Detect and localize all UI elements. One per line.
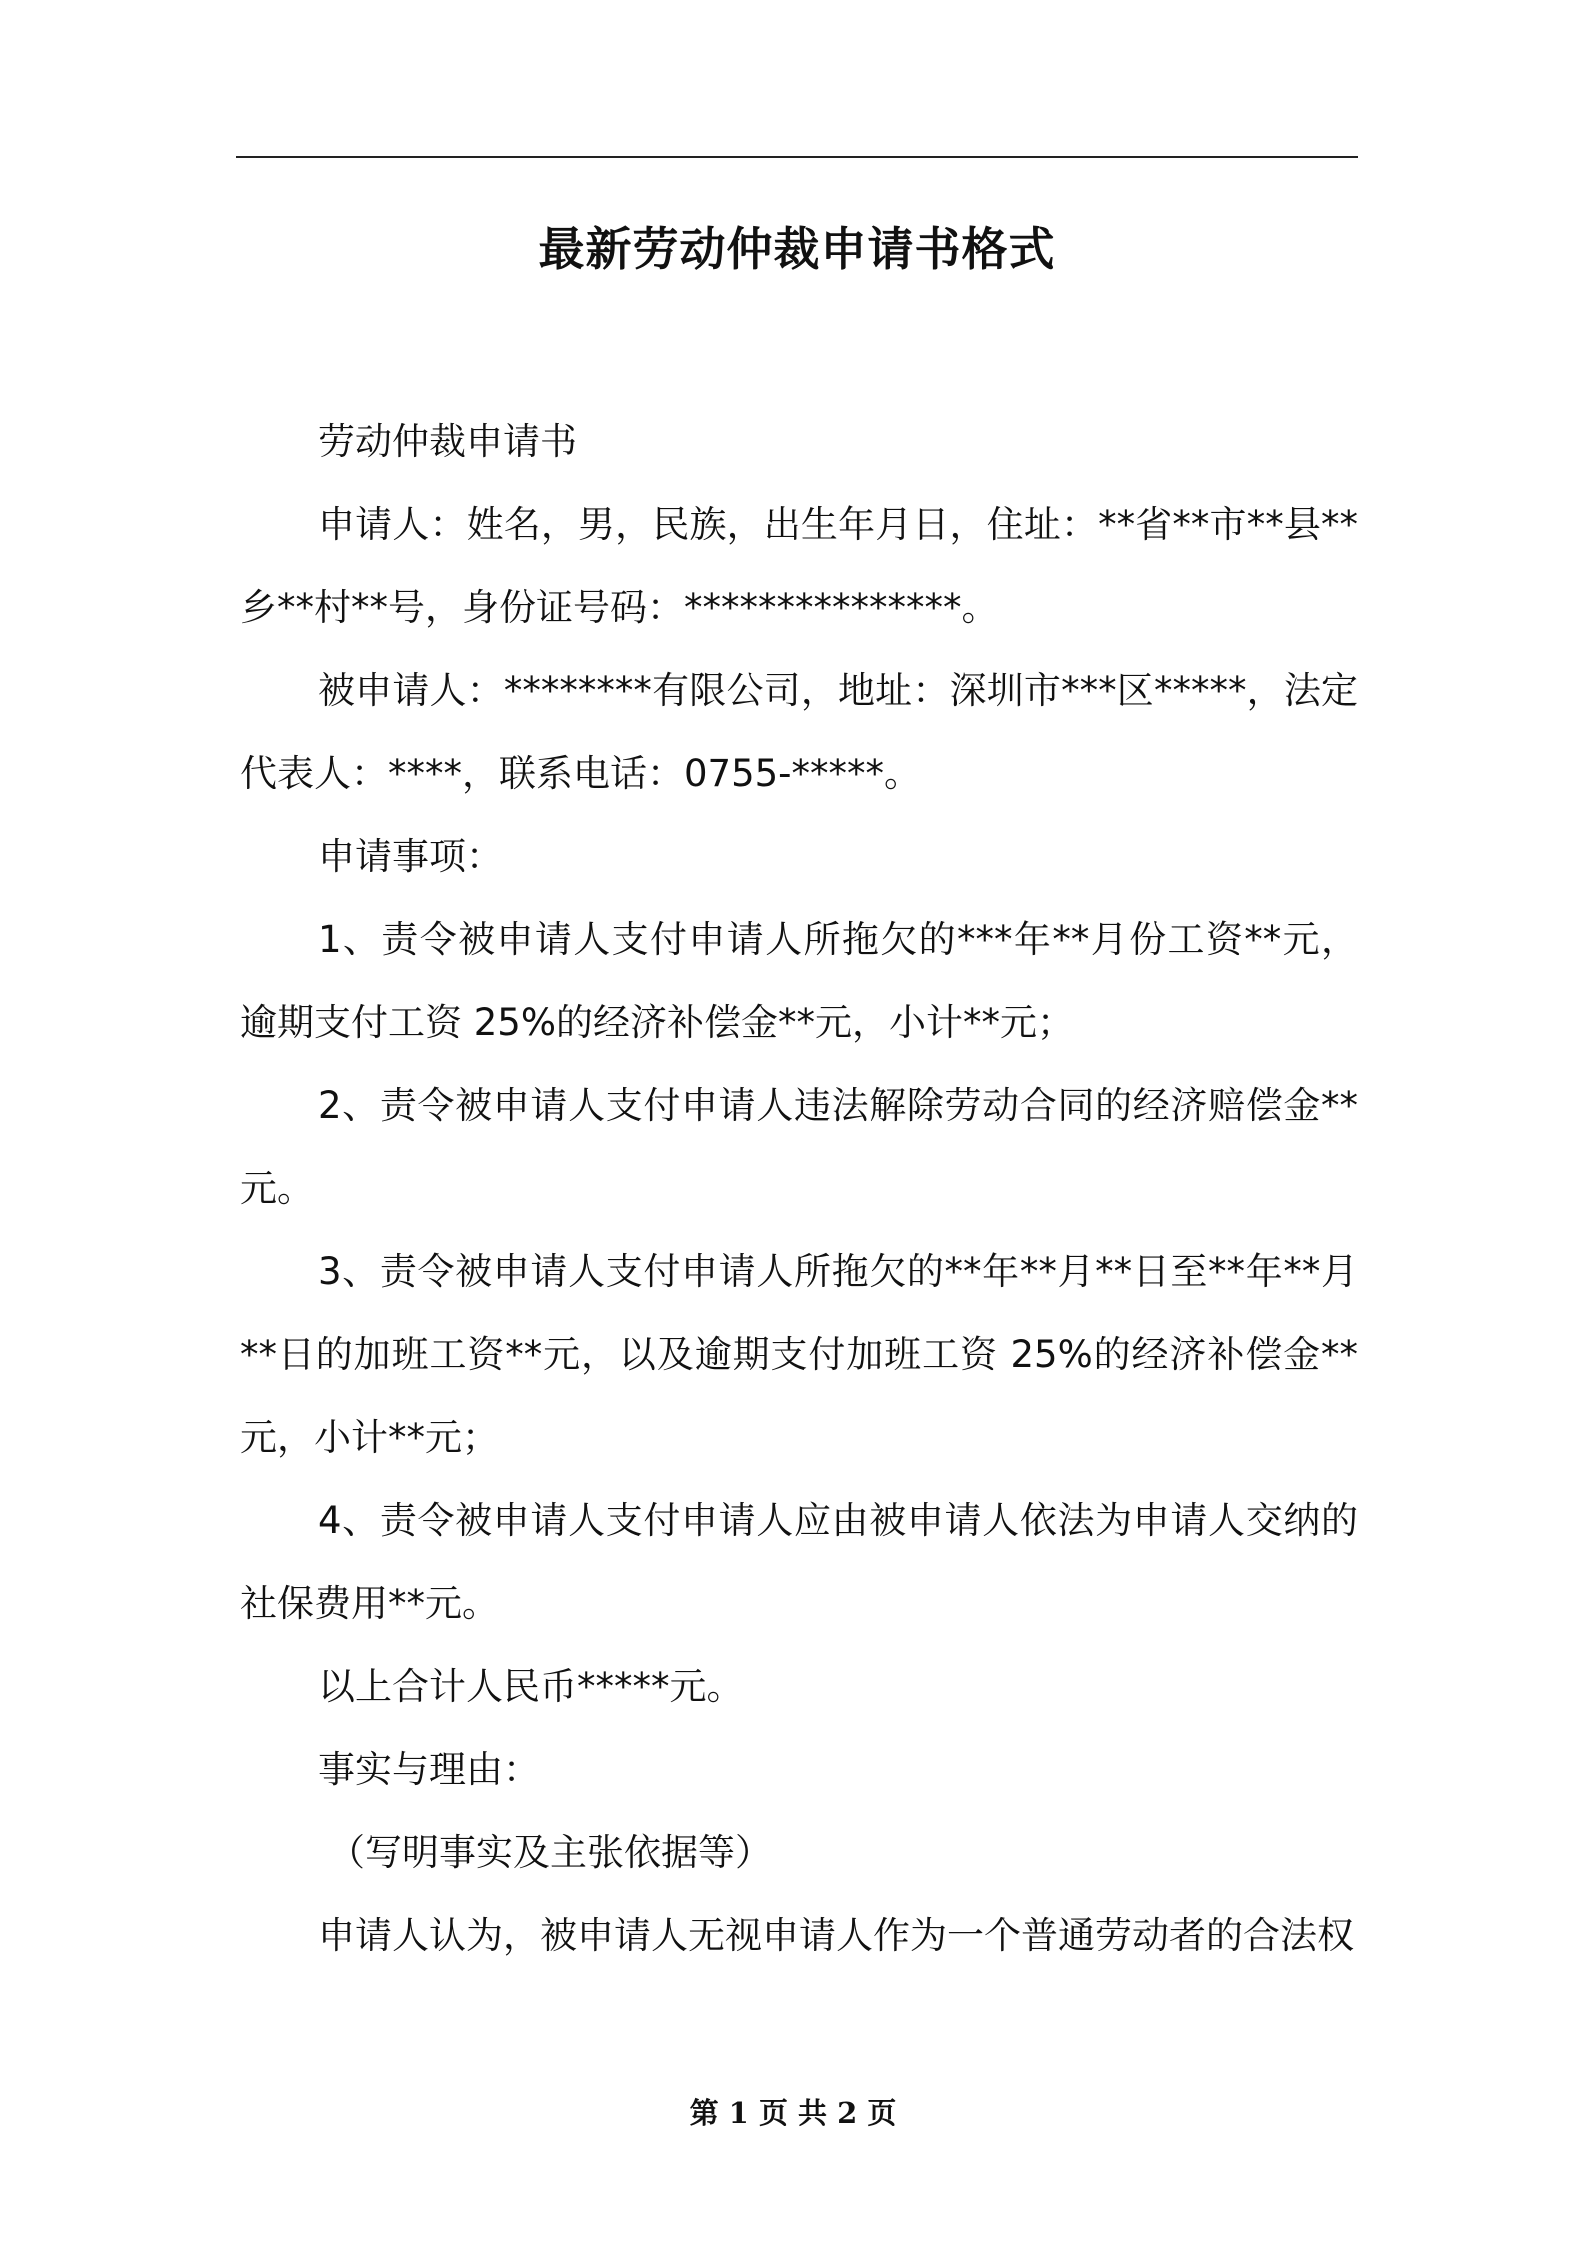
paragraph-heading: 劳动仲裁申请书 bbox=[318, 420, 577, 463]
document-title: 最新劳动仲裁申请书格式 bbox=[538, 222, 1056, 276]
page-number: 第 1 页 共 2 页 bbox=[689, 2096, 897, 2130]
paragraph-claim-3: 3、责令被申请人支付申请人所拖欠的**年**月**日至**年**月**日的加班工资**元，以及逾期支付加班工资 25%的经济补偿金**元，小计**元； bbox=[240, 1250, 1358, 1459]
paragraph-applicant: 申请人：姓名，男，民族，出生年月日，住址：**省**市**县**乡**村**号，身份证号码：***************。 bbox=[240, 503, 1358, 629]
paragraph-claim-1: 1、责令被申请人支付申请人所拖欠的***年**月份工资**元，逾期支付工资 25%的经济补偿金**元，小计**元； bbox=[240, 918, 1358, 1044]
paragraph-argument: 申请人认为，被申请人无视申请人作为一个普通劳动者的合法权 bbox=[318, 1914, 1354, 1957]
paragraph-facts-heading: 事实与理由： bbox=[318, 1748, 540, 1791]
paragraph-total: 以上合计人民币*****元。 bbox=[318, 1665, 744, 1708]
paragraph-claim-4: 4、责令被申请人支付申请人应由被申请人依法为申请人交纳的社保费用**元。 bbox=[240, 1499, 1358, 1625]
paragraph-claim-2: 2、责令被申请人支付申请人违法解除劳动合同的经济赔偿金**元。 bbox=[240, 1084, 1358, 1210]
document-body bbox=[240, 400, 1358, 1977]
header-rule bbox=[236, 156, 1358, 158]
paragraph-respondent: 被申请人：********有限公司，地址：深圳市***区*****，法定代表人：****，联系电话：0755-*****。 bbox=[240, 669, 1358, 795]
paragraph-claims-heading: 申请事项： bbox=[318, 835, 503, 878]
paragraph-facts-note: （写明事实及主张依据等） bbox=[328, 1831, 772, 1874]
